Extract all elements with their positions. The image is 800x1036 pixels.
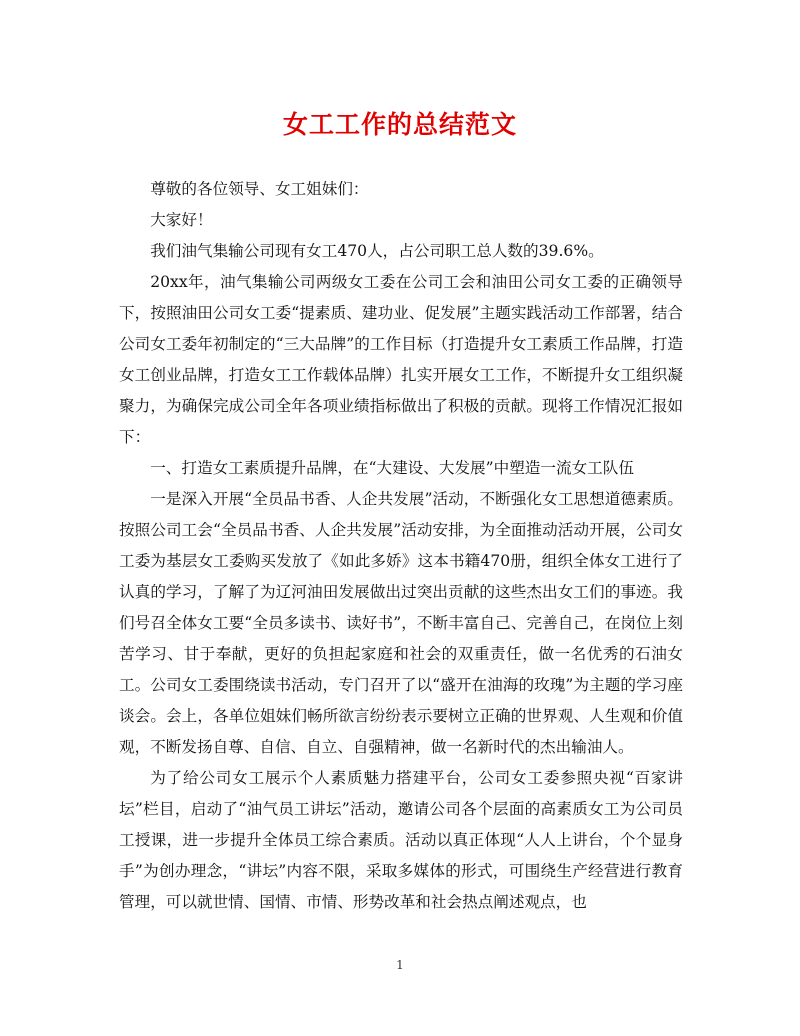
paragraph-overview: 20xx年，油气集输公司两级女工委在公司工会和油田公司女工委的正确领导下，按照油田公司女工委“提素质、建功业、促发展”主题实践活动工作部署，结合公司女工委年初制定的“三大品牌”的工作目标（打造提升女工素质工作品牌，打造女工创业品牌，打造女工工作载体品牌）扎实开展女工工作，不断提升女工组织凝聚力，为确保完成公司全年各项业绩指标做出了积极的贡献。现将工作情况汇报如下： (119, 273, 683, 446)
paragraph-greeting: 大家好！ (150, 211, 213, 229)
paragraph-lecture-forum: 为了给公司女工展示个人素质魅力搭建平台，公司女工委参照央视“百家讲坛”栏目，启动了“油气员工讲坛”活动，邀请公司各个层面的高素质女工为公司员工授课，进一步提升全体员工综合素质。活动以真正体现“人人上讲台，个个显身手”为创办理念，“讲坛”内容不限，采取多媒体的形式，可围绕生产经营进行教育管理，可以就世情、国情、市情、形势改革和社会热点阐述观点，也 (119, 769, 683, 911)
paragraph-reading-activity: 一是深入开展“全员品书香、人企共发展”活动，不断强化女工思想道德素质。按照公司工会“全员品书香、人企共发展”活动安排，为全面推动活动开展，公司女工委为基层女工委购买发放了《如此多娇》这本书籍470册，组织全体女工进行了认真的学习，了解了为辽河油田发展做出过突出贡献的这些杰出女工们的事迹。我们号召全体女工要“全员多读书、读好书”，不断丰富自己、完善自己，在岗位上刻苦学习、甘于奉献，更好的负担起家庭和社会的双重责任，做一名优秀的石油女工。公司女工委围绕读书活动，专门召开了以“盛开在油海的玫瑰”为主题的学习座谈会。会上，各单位姐妹们畅所欲言纷纷表示要树立正确的世界观、人生观和价值观，不断发扬自尊、自信、自立、自强精神，做一名新时代的杰出输油人。 (119, 490, 683, 756)
paragraph-staff-count: 我们油气集输公司现有女工470人，占公司职工总人数的39.6%。 (150, 242, 604, 260)
paragraph-salutation: 尊敬的各位领导、女工姐妹们： (150, 180, 369, 198)
section-heading-1: 一、打造女工素质提升品牌，在“大建设、大发展”中塑造一流女工队伍 (150, 459, 634, 477)
document-body (119, 174, 683, 918)
document-title: 女工工作的总结范文 (282, 110, 517, 139)
page-number: 1 (396, 958, 404, 972)
